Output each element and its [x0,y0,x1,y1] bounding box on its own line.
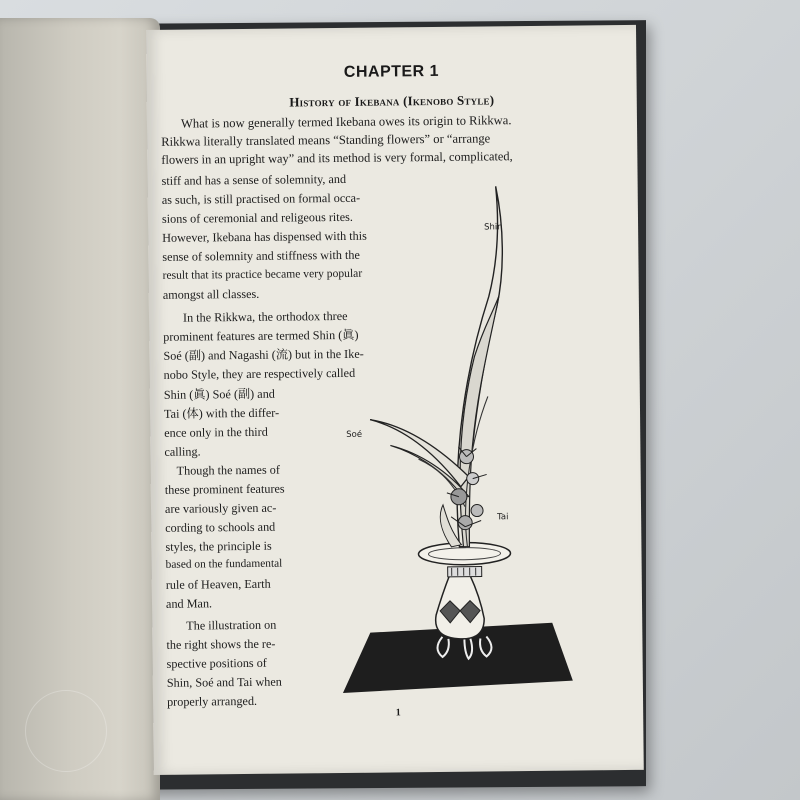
text-line: properly arranged. [166,693,258,709]
text-line: spective positions of [166,655,267,671]
text-line: amongst all classes. [162,286,260,302]
text-line: the right shows the re- [166,636,276,652]
text-line: sions of ceremonial and religeous rites. [161,209,353,226]
vase-neck [448,567,482,577]
text-line: The illustration on [186,617,277,633]
text-line: rule of Heaven, Earth [165,576,271,592]
text-line: Though the names of [176,462,280,478]
text-line: are variously given ac- [164,500,277,516]
chapter-heading: CHAPTER 1 [343,62,440,81]
label-shin: Shin [484,222,503,233]
text-line: Shin, Soé and Tai when [166,674,282,690]
text-line: ence only in the third [164,424,268,440]
soe-leaf [370,419,469,488]
text-line: Soé (副) and Nagashi (流) but in the Ike- [163,346,364,363]
text-line: result that its practice became very popular [162,266,363,282]
text-line: sense of solemnity and stiffness with the [162,247,360,264]
label-tai: Tai [497,512,509,523]
text-line: these prominent features [164,481,285,497]
watermark [25,690,107,772]
label-soe: Soé [346,429,363,440]
text-line: styles, the principle is [165,538,272,554]
text-line: as such, is still practised on formal occa- [161,190,361,207]
text-line: cording to schools and [165,519,276,535]
text-line: prominent features are termed Shin (眞) [163,327,359,344]
text-line: What is now generally termed Ikebana owes its origin to Rikkwa. [180,113,512,131]
left-page [0,18,160,800]
text-line: In the Rikkwa, the orthodox three [182,308,348,325]
text-line: and Man. [165,596,213,611]
text-line: nobo Style, they are respectively called [163,365,356,382]
text-line: Tai (体) with the differ- [163,405,280,421]
text-line: stiff and has a sense of solemnity, and [161,171,347,188]
section-title: History of Ikebana (Ikenobo Style) [289,92,495,110]
text-line: calling. [164,444,201,459]
text-line: Shin (眞) Soé (副) and [163,386,275,402]
ikebana-illustration [146,25,644,775]
text-line: Rikkwa literally translated means “Standing flowers” or “arrange [161,131,491,149]
right-page [146,25,644,775]
text-line: based on the fundamental [165,557,283,571]
text-line: However, Ikebana has dispensed with this [162,228,367,245]
page-number: 1 [395,707,401,719]
text-line: flowers in an upright way” and its method is very formal, complicated, [161,149,513,167]
